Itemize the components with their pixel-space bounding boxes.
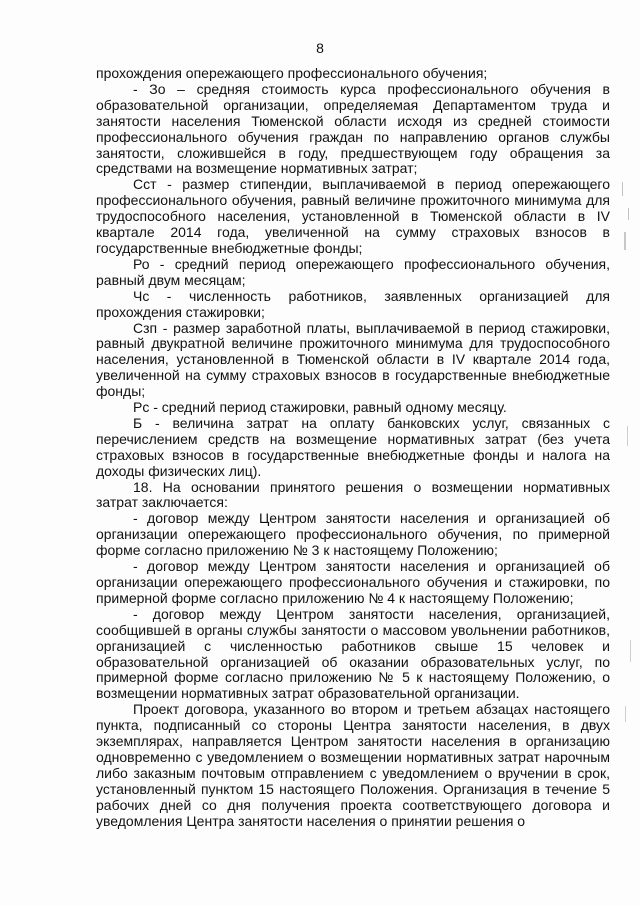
paragraph: 18. На основании принятого решения о возмещении нормативных затрат заключается: bbox=[96, 478, 610, 511]
scan-artifact bbox=[630, 640, 631, 662]
scan-artifact bbox=[628, 208, 629, 220]
scan-artifact bbox=[627, 426, 628, 446]
paragraph: Проект договора, указанного во втором и третьем абзацах настоящего пункта, подписанный со стороны Центра занятости населения, в двух экземплярах, направляется Центром занятости населения в организацию одновременно с уведомлением о возмещении нормативных затрат нарочным либо заказным почтовым отправлением с уведомлением о вручении в срок, установленный пунктом 15 настоящего Положения. Организация в течение 5 рабочих дней со дня получения проекта соответствующего договора и уведомления Центра занятости населения о принятии решения о bbox=[96, 701, 610, 829]
scan-artifact bbox=[622, 182, 623, 196]
paragraph: Чс - численность работников, заявленных организацией для прохождения стажировки; bbox=[96, 287, 610, 320]
paragraph: - договор между Центром занятости населения и организацией об организации опережающего профессионального обучения и стажировки, по примерной форме согласно приложению № 4 к настоящему Положению; bbox=[96, 558, 610, 606]
paragraph: Ро - средний период опережающего профессионального обучения, равный двум месяцам; bbox=[96, 255, 610, 288]
document-body bbox=[96, 66, 610, 830]
paragraph: - договор между Центром занятости населения, организацией, сообщившей в органы службы занятости о массовом увольнении работников, организацией с численностью работников свыше 15 человек и образовательной организацией об оказании образовательных услуг, по примерной форме согласно приложению № 5 к настоящему Положению, о возмещении нормативных затрат образовательной организации. bbox=[96, 605, 610, 702]
paragraph: Рс - средний период стажировки, равный одному месяцу. bbox=[133, 399, 507, 416]
paragraph: прохождения опережающего профессионального обучения; bbox=[96, 65, 488, 81]
paragraph: Б - величина затрат на оплату банковских услуг, связанных с перечислением средств на возмещение нормативных затрат (без учета страховых взносов в государственные внебюджетные фонды и налога на доходы физических лиц). bbox=[96, 414, 610, 479]
paragraph: - Зо – средняя стоимость курса профессионального обучения в образовательной организации, определяемая Департаментом труда и занятости населения Тюменской области исходя из средней стоимости профессионального обучения граждан по направлению органов службы занятости, сложившейся в году, предшествующем году обращения за средствами на возмещение нормативных затрат; bbox=[96, 80, 610, 177]
scan-artifact bbox=[624, 232, 626, 250]
page-number: 8 bbox=[316, 40, 324, 56]
paragraph: - договор между Центром занятости населения и организацией об организации опережающего профессионального обучения, по примерной форме согласно приложению № 3 к настоящему Положению; bbox=[96, 510, 610, 559]
paragraph: Сзп - размер заработной платы, выплачиваемой в период стажировки, равный двукратной величине прожиточного минимума для трудоспособного населения, установленной в Тюменской области в IV квартале 2014 года, увеличенной на сумму страховых взносов в государственные внебюджетные фонды; bbox=[96, 319, 610, 400]
scan-artifact bbox=[625, 706, 626, 722]
paragraph: Сст - размер стипендии, выплачиваемой в период опережающего профессионального обучения, равный величине прожиточного минимума для трудоспособного населения, установленной в Тюменской области в IV квартале 2014 года, увеличенной на сумму страховых взносов в государственные внебюджетные фонды; bbox=[96, 176, 610, 256]
